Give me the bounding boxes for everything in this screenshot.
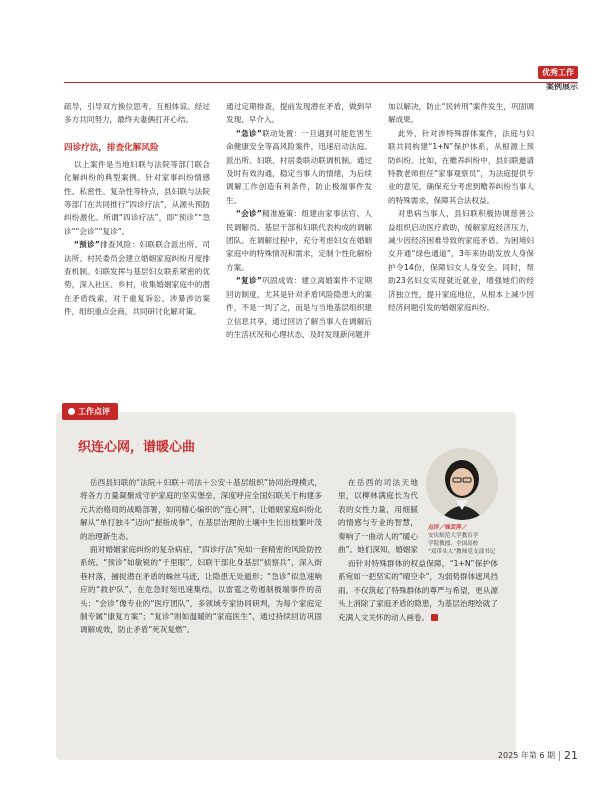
section-heading: 四诊疗法，排查化解风险 [64,142,159,153]
section-tag [512,60,578,92]
caption-line: “双带头人”教师党支部书记 [428,549,496,555]
paragraph [338,557,498,624]
paragraph: 加以解决，防止“民转刑”案件发生，巩固调解成果。 [388,102,534,125]
keyword: “会诊” [235,209,262,219]
commentary-title: 织连心网，谱暖心曲 [78,440,196,455]
paragraph: 面对婚姻家庭纠纷的复杂病症，“四诊疗法”宛如一套精密的风险防控系统。“预诊”如敏锐的“千里眼”，妇联干部化身基层“侦察兵”，深入街巷村落，捕捉潜在矛盾的蛛丝马迹，让隐患无处遁形；“急诊”似急速响应的“救护队”，在危急时刻迅速集结，以雷霆之势遏制极端事件的苗头；“会诊”像专业的“医疗团队”，多领域专家协同研判，为每个家庭定制专属“康复方案”；“复诊”则如温暖的“家庭医生”，通过持续回访巩固调解成效，防止矛盾“死灰复燃”。 [80,545,322,635]
paragraph [226,127,372,207]
commentary-right-bottom [338,557,498,624]
paragraph: 以上案件是当地妇联与法院等部门联合化解纠纷的典型案例。针对家事纠纷情感性、私密性、复杂性等特点，县妇联与法院等部门在共同推行“四诊疗法”，从源头预防纠纷激化。所谓“四诊疗法”，即“预诊”“急诊”“会诊”“复诊”。 [64,159,210,236]
commentary-right-top [338,476,418,556]
keyword: “急诊” [235,128,262,138]
paragraph: 岳西县妇联的“法院＋妇联＋司法＋公安＋基层组织”协同治理模式，将各方力量凝聚成守护家庭的坚实堡垒，深度呼应全国妇联关于构建多元共治格局的战略部署，如同精心编织的“连心网”，让婚姻家庭纠纷化解从“单打独斗”迈向“握指成拳”，在基层治理的土壤中生长出枝繁叶茂的治理新生态。 [80,478,322,541]
section-tag-sub: 案例展示 [546,82,578,91]
paragraph-text: 而针对特殊群体的权益保障，“1+N”保护体系宛如一把坚实的“晴空伞”，为弱势群体遮风挡雨。不仅筑起了特殊群体的尊严与希望，更从源头上消除了家庭矛盾的隐患，为基层治理绘就了充满人文关怀的动人画卷。 [338,559,498,622]
commentary-left-column [80,476,322,637]
paragraph: 此外，针对涉特殊群体案件，法庭与妇联共同构建“1+N”保护体系，从根源上预防纠纷。比如，在赡养纠纷中，县妇联邀请特教老师担任“家事观察员”，为法庭提供专业的意见，确保充分考虑到赡养纠纷当事人的特殊需求，保障其合法权益。 [388,128,534,205]
commentary-badge [62,403,118,420]
author-portrait-icon [426,448,498,520]
author-caption [428,524,508,556]
badge-label: 工作点评 [78,407,110,416]
caption-name: 点评／禄芸萍／ [428,525,468,531]
footer-divider [559,751,560,761]
section-tag-top: 优秀工作 [538,66,578,79]
article-column-3 [388,100,534,386]
paragraph: 在岳西的司法天地里，以柳林满庭长为代表的女性力量，用细腻的情感与专业的智慧，奏响了一曲动人的“暖心曲”。她们深知，婚姻家 [338,478,418,555]
author-photo [426,448,498,520]
paragraph-text: 联动处置：一旦遇到可能危害生命健康安全等高风险案件，迅速启动法庭、派出所、妇联、村居委联动联调机制。通过及时有效沟通，稳定当事人的情绪，为后续调解工作创造有利条件，防止极端事件发生。 [226,128,373,205]
caption-line: 安庆师范大学教育学 [428,533,479,539]
paragraph: 疏导，引导双方换位思考，互相体谅。经过多方共同努力，最终夫妻俩打开心结。 [64,102,210,125]
paragraph [226,274,372,341]
article-body [64,100,534,386]
end-mark-icon [431,614,438,621]
paragraph-text: 巩固成效：建立离婚案件不定期回访制度，尤其是针对矛盾风险隐患大的案件，不是一判了之，而是与当地基层组织建立信息共享，通过回访了解当事人在调解后的生活状况和心理状态，及时发现新问题并 [226,276,373,339]
paragraph: 通过定期排查，提前发现潜在矛盾，做到早发现、早介入。 [226,102,372,125]
paragraph-text: 排查风险：妇联联合派出所、司法所、村民委员会建立婚姻家庭纠纷月度排查机制。妇联发挥与基层妇女联系紧密的优势，深入社区、乡村，收集婚姻家庭中的潜在矛盾线索，对于重复诉讼、涉暴涉访案件，组织重点会商，共同研讨化解对策。 [64,240,211,317]
page-footer [498,749,578,762]
article-column-2 [226,100,372,386]
page-number: 21 [564,749,578,762]
paragraph-text: 精准施策：组建由家事法官、人民调解员、基层干部和妇联代表构成的调解团队。在调解过程中，充分考虑妇女在婚姻家庭中的特殊情况和需求，定制个性化解纷方案。 [226,209,373,272]
keyword: “预诊” [73,240,100,250]
paragraph [226,207,372,274]
issue-label: 2025 年第 6 期 [497,751,555,760]
badge-dot-icon [68,408,75,415]
caption-line: 学院教授、全国高校 [428,541,479,547]
paragraph [64,238,210,318]
header-rule [64,82,578,83]
paragraph: 对患病当事人，县妇联积极协调慈善公益组织启动医疗救助，缓解家庭经济压力，减少因经济困难导致的家庭矛盾。为困境妇女开通“绿色通道”，3年来协助发放人身保护令14份，保障妇女人身安全。同时，帮助23名妇女实现就近就业，增强她们的经济独立性，提升家庭地位，从根本上减少因经济问题引发的婚姻家庭纠纷。 [388,209,534,313]
keyword: “复诊” [235,276,262,286]
article-column-1 [64,100,210,386]
commentary-box [56,407,516,760]
